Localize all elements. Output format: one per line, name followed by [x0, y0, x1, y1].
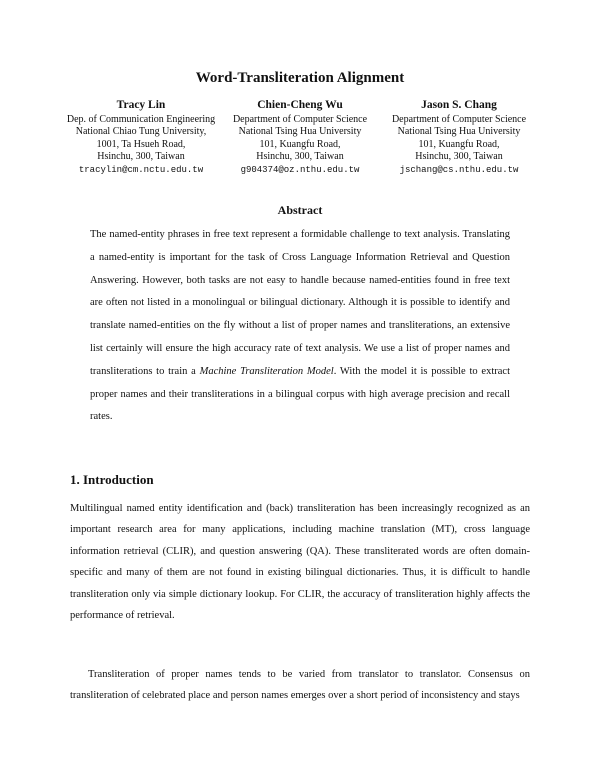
affiliation-line: Department of Computer Science: [391, 114, 527, 125]
abstract-heading: Abstract: [277, 203, 323, 217]
abstract-text-part: The named-entity phrases in free text represent a formidable challenge to text analysis. Translating a named-entity is important for the task of Cross Language Information Retrieval and Question Answering. However, both tasks are not easy to handle because named-entities found in free text are often not listed in a monolingual or bilingual dictionary. Although it is possible to identify and translate named-entities on the fly without a list of proper names and transliterations, an extensive list certainly will ensure the high accuracy rate of text analysis. We use a list of proper names and transliterations to train a: [90, 229, 510, 377]
affiliation-line: 101, Kuangfu Road,: [418, 138, 500, 150]
author-block: [62, 99, 538, 176]
author-2: [221, 99, 379, 176]
author-name: Chien-Cheng Wu: [257, 99, 343, 111]
author-1: [62, 99, 220, 176]
abstract-emphasis: Machine Transliteration Model: [199, 365, 334, 377]
abstract-text: [90, 224, 510, 429]
author-email: g904374@oz.nthu.edu.tw: [240, 165, 360, 176]
affiliation-line: 101, Kuangfu Road,: [259, 138, 341, 150]
author-email: jschang@cs.nthu.edu.tw: [399, 165, 519, 176]
affiliation-line: Department of Computer Science: [232, 114, 368, 125]
body-paragraph: Multilingual named entity identification and (back) transliteration has been increasingly recognized as an important research area for many applications, including machine translation (MT), cross language information retrieval (CLIR), and question answering (QA). These transliterated words are often domain-specific and many of them are not found in existing bilingual dictionaries. Thus, it is difficult to handle transliteration only via simple dictionary lookup. For CLIR, the accuracy of transliteration highly affects the performance of retrieval.: [70, 503, 530, 622]
section-heading: 1. Introduction: [70, 472, 154, 487]
affiliation-line: National Tsing Hua University: [397, 126, 521, 138]
affiliation-line: Hsinchu, 300, Taiwan: [97, 150, 185, 162]
affiliation-line: 1001, Ta Hsueh Road,: [96, 138, 186, 150]
author-email: tracylin@cm.nctu.edu.tw: [78, 165, 204, 176]
affiliation-line: National Chiao Tung University,: [75, 126, 207, 138]
affiliation-line: Dep. of Communication Engineering: [66, 114, 216, 125]
author-name: Jason S. Chang: [421, 99, 497, 111]
affiliation-line: National Tsing Hua University: [238, 126, 362, 138]
abstract-text-part: . With the model it is possible to extract proper names and their transliterations in a bilingual corpus with high average precision and recall rates.: [90, 365, 510, 423]
author-3: [380, 99, 538, 176]
author-name: Tracy Lin: [116, 99, 166, 111]
paper-title: Word-Transliteration Alignment: [195, 70, 405, 86]
affiliation-line: Hsinchu, 300, Taiwan: [415, 150, 503, 162]
body-paragraph: Transliteration of proper names tends to be varied from translator to translator. Consensus on transliteration of celebrated place and person names emerges over a short period of inconsistency and stays: [70, 669, 530, 702]
affiliation-line: Hsinchu, 300, Taiwan: [256, 150, 344, 162]
